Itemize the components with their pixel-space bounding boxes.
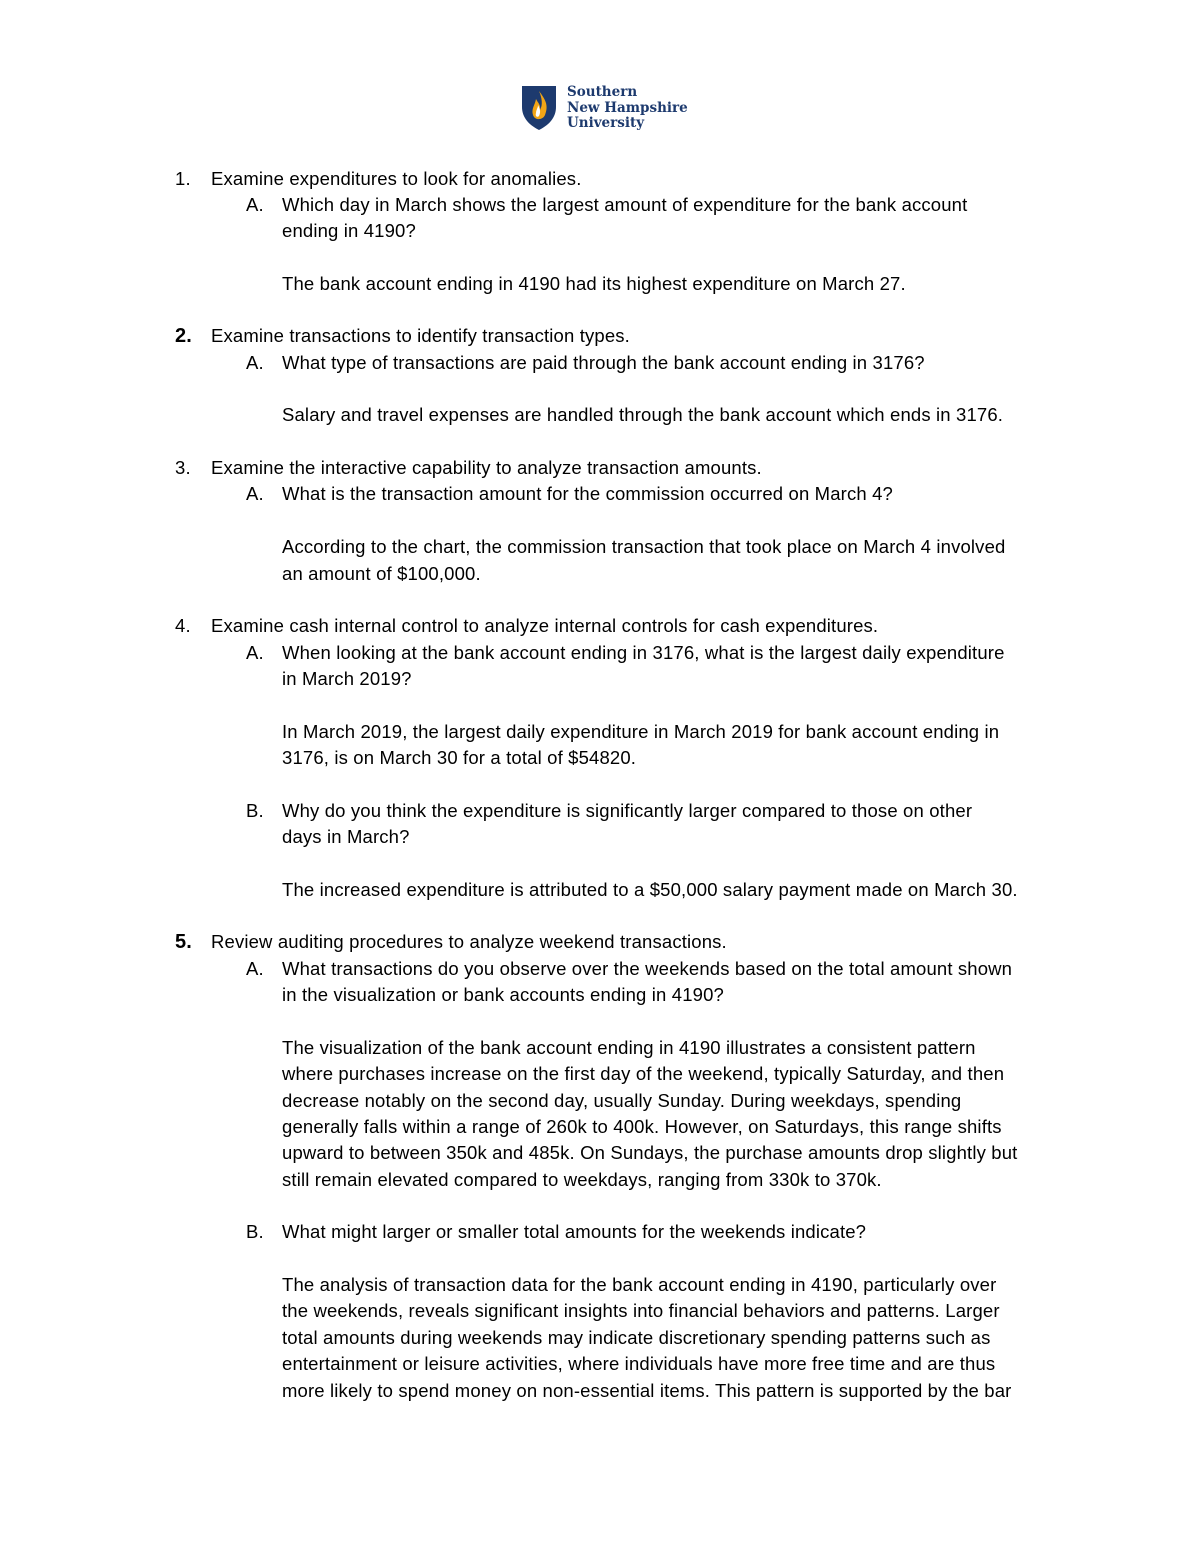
q5-a-question-line-1: What transactions do you observe over the weekends based on the total amount shown: [282, 958, 1013, 979]
q3-a-letter: A.: [246, 483, 264, 504]
logo-wordmark: [567, 85, 688, 132]
q5-b-answer-line-3: total amounts during weekends may indicate discretionary spending patterns such as: [282, 1327, 991, 1348]
q4-a-question-line-2: in March 2019?: [282, 668, 412, 689]
q4-a-answer-line-1: In March 2019, the largest daily expenditure in March 2019 for bank account ending in: [282, 721, 1000, 742]
q4-b-question-line-1: Why do you think the expenditure is significantly larger compared to those on other: [282, 800, 973, 821]
q4-title: Examine cash internal control to analyze internal controls for cash expenditures.: [211, 615, 879, 636]
q1-a-question-line-1: Which day in March shows the largest amount of expenditure for the bank account: [282, 194, 968, 215]
q5-b-letter: B.: [246, 1221, 264, 1242]
q3-a-answer-line-1: According to the chart, the commission transaction that took place on March 4 involved: [282, 536, 1006, 557]
q5-title: Review auditing procedures to analyze weekend transactions.: [211, 931, 727, 952]
q5-a-answer-line-5: upward to between 350k and 485k. On Sundays, the purchase amounts drop slightly but: [282, 1142, 1018, 1163]
q3-title: Examine the interactive capability to analyze transaction amounts.: [211, 457, 762, 478]
q2-a-letter: A.: [246, 352, 264, 373]
q4-a-answer-line-2: 3176, is on March 30 for a total of $54820.: [282, 747, 637, 768]
shield-flame-icon: [521, 85, 557, 131]
q2-title: Examine transactions to identify transaction types.: [211, 325, 630, 346]
q5-b-answer-line-2: the weekends, reveals significant insights into financial behaviors and patterns. Larger: [282, 1300, 1000, 1321]
q5-a-answer-line-4: generally falls within a range of 260k to 400k. However, on Saturdays, this range shifts: [282, 1116, 1002, 1137]
q5-a-answer-line-2: where purchases increase on the first day of the weekend, typically Saturday, and then: [282, 1063, 1005, 1084]
q1-a-letter: A.: [246, 194, 264, 215]
q5-a-answer-line-6: still remain elevated compared to weekdays, ranging from 330k to 370k.: [282, 1169, 882, 1190]
q3-number: 3.: [175, 457, 191, 478]
logo-line-1: Southern: [567, 84, 638, 100]
q4-b-letter: B.: [246, 800, 264, 821]
q5-b-answer-line-4: entertainment or leisure activities, where individuals have more free time and are thus: [282, 1353, 996, 1374]
q5-number: 5.: [175, 931, 192, 953]
university-logo: [521, 85, 701, 131]
q2-number: 2.: [175, 325, 192, 347]
q4-number: 4.: [175, 615, 191, 636]
q2-a-answer-line-1: Salary and travel expenses are handled through the bank account which ends in 3176.: [282, 404, 1004, 425]
q4-b-question-line-2: days in March?: [282, 826, 410, 847]
q3-a-answer-line-2: an amount of $100,000.: [282, 563, 481, 584]
logo-line-3: University: [567, 115, 645, 131]
q1-title: Examine expenditures to look for anomalies.: [211, 168, 582, 189]
q5-a-question-line-2: in the visualization or bank accounts ending in 4190?: [282, 984, 724, 1005]
q5-b-answer-line-1: The analysis of transaction data for the bank account ending in 4190, particularly over: [282, 1274, 997, 1295]
q4-a-question-line-1: When looking at the bank account ending in 3176, what is the largest daily expenditure: [282, 642, 1005, 663]
q5-a-answer-line-3: decrease notably on the second day, usually Sunday. During weekdays, spending: [282, 1090, 962, 1111]
q5-b-answer-line-5: more likely to spend money on non-essential items. This pattern is supported by the bar: [282, 1380, 1012, 1401]
q4-b-answer-line-1: The increased expenditure is attributed to a $50,000 salary payment made on March 30.: [282, 879, 1018, 900]
q1-number: 1.: [175, 168, 191, 189]
q1-a-question-line-2: ending in 4190?: [282, 220, 416, 241]
logo-line-2: New Hampshire: [567, 99, 688, 116]
q1-a-answer-line-1: The bank account ending in 4190 had its highest expenditure on March 27.: [282, 273, 906, 294]
q2-a-question-line-1: What type of transactions are paid through the bank account ending in 3176?: [282, 352, 925, 373]
q4-a-letter: A.: [246, 642, 264, 663]
q3-a-question-line-1: What is the transaction amount for the commission occurred on March 4?: [282, 483, 893, 504]
q5-a-answer-line-1: The visualization of the bank account ending in 4190 illustrates a consistent pattern: [282, 1037, 976, 1058]
q5-b-question-line-1: What might larger or smaller total amounts for the weekends indicate?: [282, 1221, 867, 1242]
q5-a-letter: A.: [246, 958, 264, 979]
